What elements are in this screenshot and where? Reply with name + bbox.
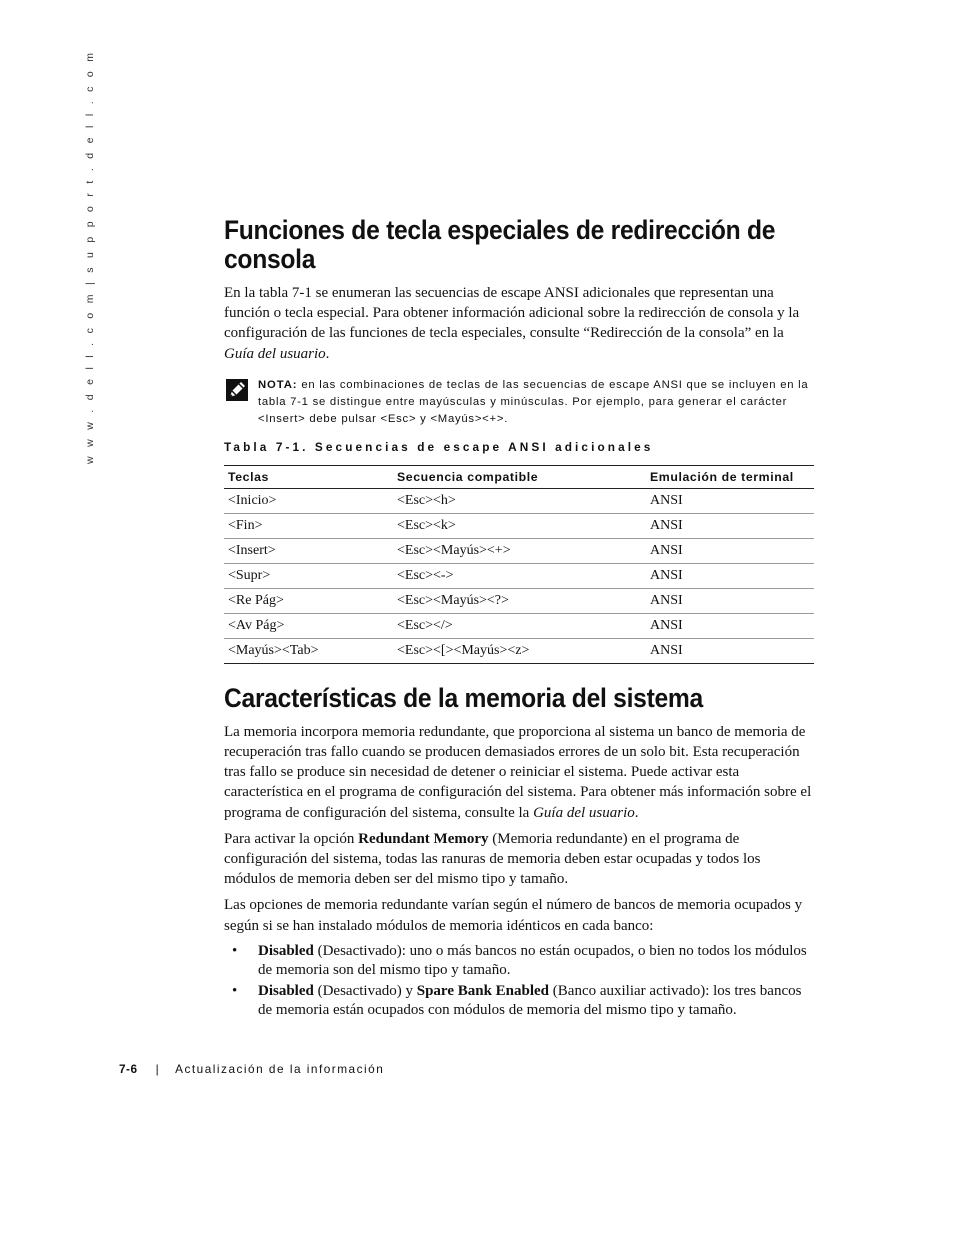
bullet-icon: • [232,942,238,959]
table-cell: ANSI [646,513,814,538]
table-cell: <Supr> [224,563,393,588]
table-cell: <Esc><k> [393,513,646,538]
ansi-escape-table [224,465,814,664]
table-cell: <Esc></> [393,613,646,638]
memory-paragraph-1: La memoria incorpora memoria redundante, que proporciona al sistema un banco de memoria de recuperación tras fallo cuando se producen demasiados errores de un solo bit. Esta recuperación tras fallo se produce sin necesidad de detener o reiniciar el sistema. Puede activar esta característica en el programa de configuración del sistema. Para obtener más información sobre el programa de configuración del sistema, consulte la Guía del usuario. [224,723,812,821]
table-cell: <Inicio> [224,488,393,513]
table-row [224,588,814,613]
table-cell: <Esc><h> [393,488,646,513]
table-cell: ANSI [646,588,814,613]
table-row [224,538,814,563]
table-cell: <Esc><[><Mayús><z> [393,638,646,663]
table-cell: <Insert> [224,538,393,563]
list-item: • Disabled (Desactivado) y Spare Bank Enabled (Banco auxiliar activado): los tres bancos de memoria están ocupados con módulos de memoria del mismo tipo y tamaño. [232,983,802,1019]
table-cell: <Mayús><Tab> [224,638,393,663]
table-caption: Tabla 7-1. Secuencias de escape ANSI adicionales [224,439,654,454]
page-footer [119,1062,384,1076]
chapter-title: Actualización de la información [175,1062,385,1076]
table-row [224,513,814,538]
table-cell: ANSI [646,638,814,663]
user-guide-reference: Guía del usuario [224,345,326,362]
memory-paragraph-3: Las opciones de memoria redundante varían según el número de bancos de memoria ocupados y según si se han instalado módulos de memoria idénticos en cada banco: [224,897,803,934]
table-cell: <Av Pág> [224,613,393,638]
table-row [224,488,814,513]
list-item: • Disabled (Desactivado): uno o más bancos no están ocupados, o bien no todos los módulos de memoria son del mismo tipo y tamaño. [232,942,807,978]
table-header-row [224,465,814,488]
table-cell: ANSI [646,563,814,588]
side-url: w w w . d e l l . c o m | s u p p o r t . d e l l . c o m [84,49,96,464]
note-pencil-icon [226,379,248,401]
memory-paragraph-2: Para activar la opción Redundant Memory (Memoria redundante) en el programa de configuración del sistema, todas las ranuras de memoria deben estar ocupadas y todos los módulos de memoria deben ser del mismo tipo y tamaño. [224,830,761,888]
table-row [224,638,814,663]
column-header: Teclas [224,465,393,488]
memory-options-list [224,942,814,1020]
page-number: 7-6 [119,1062,138,1076]
table-cell: <Fin> [224,513,393,538]
table-cell: <Re Pág> [224,588,393,613]
table-cell: ANSI [646,538,814,563]
note-block [224,377,814,429]
table-row [224,613,814,638]
table-cell: <Esc><Mayús><?> [393,588,646,613]
intro-paragraph: En la tabla 7-1 se enumeran las secuencias de escape ANSI adicionales que representan una función o tecla especial. Para obtener información adicional sobre la redirección de consola y la configuración de las funciones de tecla especiales, consulte “Redirección de la consola” en la Guía del usuario. [224,285,800,362]
footer-separator: | [155,1062,161,1076]
note-text: NOTA: en las combinaciones de teclas de las secuencias de escape ANSI que se incluyen en la tabla 7-1 se distingue entre mayúsculas y minúsculas. Por ejemplo, para generar el carácter <Insert> debe pulsar <Esc> y <Mayús><+>. [258,378,809,426]
column-header: Emulación de terminal [646,465,814,488]
table-cell: ANSI [646,613,814,638]
bullet-icon: • [232,983,238,1000]
user-guide-reference: Guía del usuario [533,804,635,821]
section-title-memory-features: Características de la memoria del sistema [224,682,703,713]
table-cell: ANSI [646,488,814,513]
table-row [224,563,814,588]
main-content [224,216,814,1023]
table-cell: <Esc><Mayús><+> [393,538,646,563]
table-cell: <Esc><-> [393,563,646,588]
section-title-console-redirection: Funciones de tecla especiales de redirección de consola [224,215,776,274]
column-header: Secuencia compatible [393,465,646,488]
